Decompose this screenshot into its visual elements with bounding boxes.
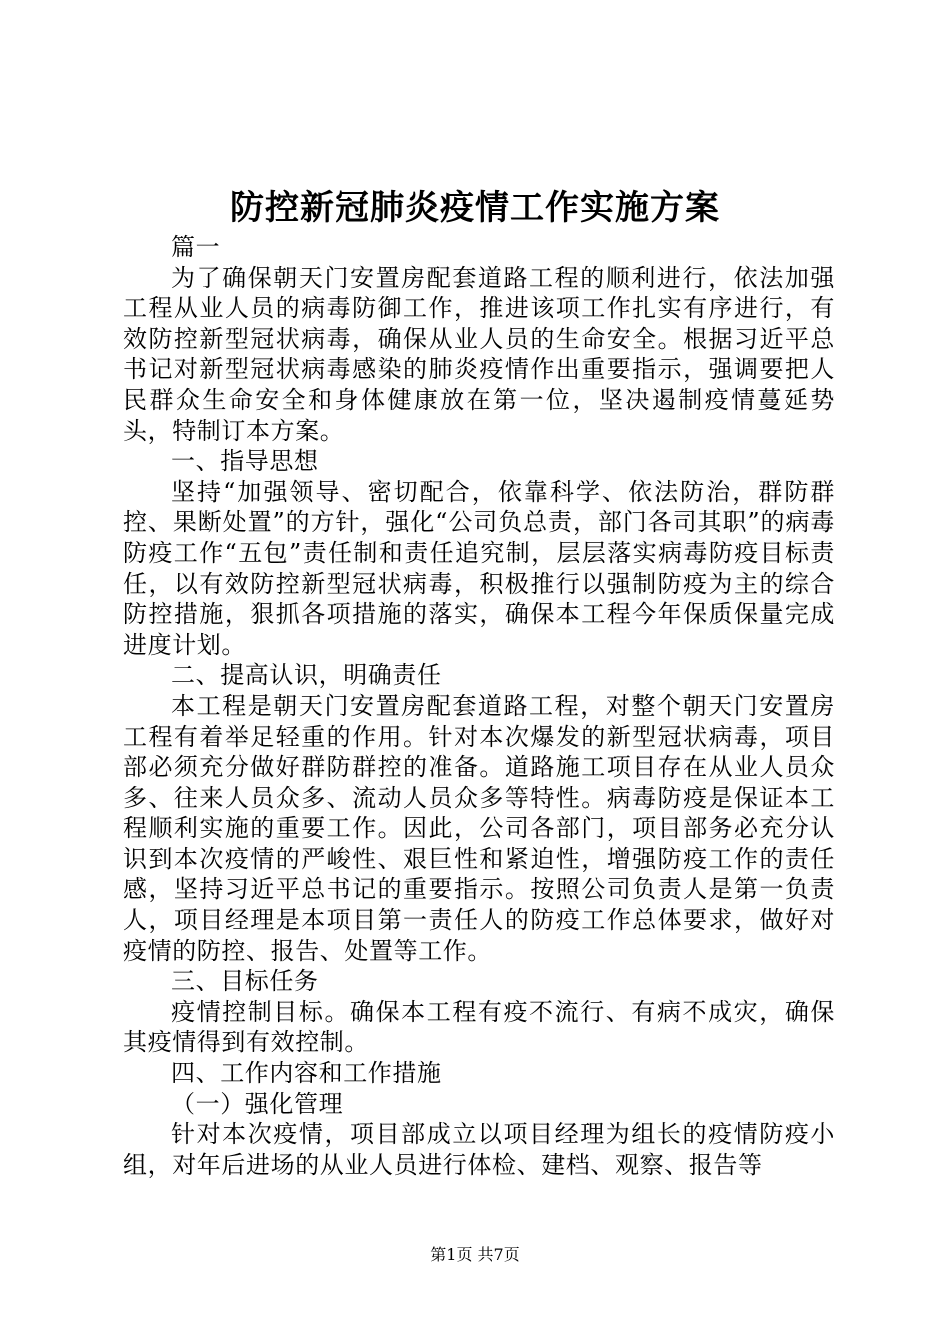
body-paragraph: 坚持“加强领导、密切配合，依靠科学、依法防治，群防群控、果断处置”的方针，强化“公司负总责，部门各司其职”的病毒防疫工作“五包”责任制和责任追究制，层层落实病毒防疫目标责任，以有效防控新型冠状病毒，积极推行以强制防疫为主的综合防控措施，狠抓各项措施的落实，确保本工程今年保质保量完成进度计划。: [123, 477, 835, 659]
section-heading: 四、工作内容和工作措施: [171, 1059, 442, 1088]
body-paragraph: 疫情控制目标。确保本工程有疫不流行、有病不成灾，确保其疫情得到有效控制。: [123, 997, 835, 1057]
section-heading: 三、目标任务: [171, 967, 319, 996]
section-label: 篇一: [171, 233, 221, 261]
subsection-heading: （一）强化管理: [171, 1089, 344, 1118]
body-paragraph: 为了确保朝天门安置房配套道路工程的顺利进行，依法加强工程从业人员的病毒防御工作，推进该项工作扎实有序进行，有效防控新型冠状病毒，确保从业人员的生命安全。根据习近平总书记对新型冠状病毒感染的肺炎疫情作出重要指示，强调要把人民群众生命安全和身体健康放在第一位，坚决遏制疫情蔓延势头，特制订本方案。: [123, 263, 835, 445]
body-paragraph: 针对本次疫情，项目部成立以项目经理为组长的疫情防疫小组，对年后进场的从业人员进行体检、建档、观察、报告等: [123, 1120, 835, 1179]
page-number-footer: 第1页 共7页: [430, 1245, 520, 1264]
section-heading: 一、指导思想: [171, 447, 319, 476]
body-paragraph: 本工程是朝天门安置房配套道路工程，对整个朝天门安置房工程有着举足轻重的作用。针对本次爆发的新型冠状病毒，项目部必须充分做好群防群控的准备。道路施工项目存在从业人员众多、往来人员众多、流动人员众多等特性。病毒防疫是保证本工程顺利实施的重要工作。因此，公司各部门，项目部务必充分认识到本次疫情的严峻性、艰巨性和紧迫性，增强防疫工作的责任感，坚持习近平总书记的重要指示。按照公司负责人是第一负责人，项目经理是本项目第一责任人的防疫工作总体要求，做好对疫情的防控、报告、处置等工作。: [123, 691, 835, 965]
document-body: [123, 232, 835, 1180]
document-title: 防控新冠肺炎疫情工作实施方案: [230, 188, 720, 228]
section-heading: 二、提高认识，明确责任: [171, 661, 442, 690]
